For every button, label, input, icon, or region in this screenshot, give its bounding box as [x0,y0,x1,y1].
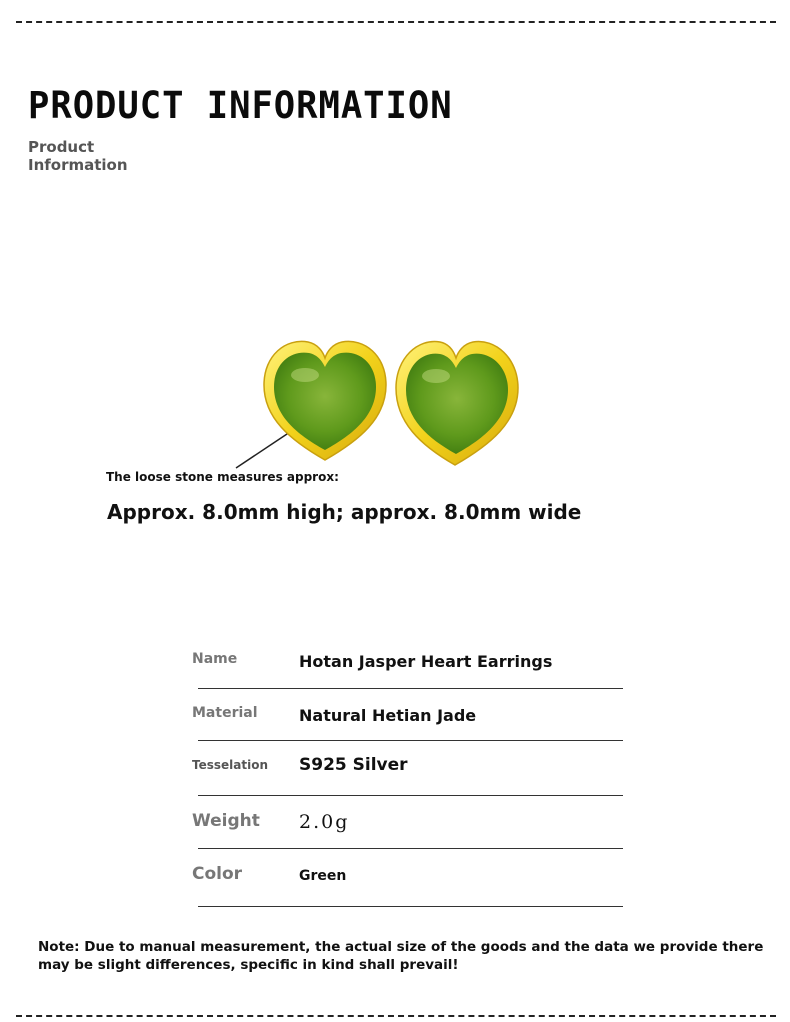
spec-value: Green [299,868,347,884]
spec-label: Weight [192,811,260,831]
spec-value: Hotan Jasper Heart Earrings [299,652,553,671]
spec-label: Color [192,864,243,884]
spec-label: Tesselation [192,758,269,772]
top-dashed-divider [16,21,776,23]
bottom-dashed-divider [16,1015,776,1017]
page-subtitle: Product Information [28,138,128,174]
spec-divider [198,906,623,907]
heart-earrings-image [250,330,530,470]
spec-divider [198,740,623,741]
right-heart-earring [396,341,518,465]
measurement-note: Note: Due to manual measurement, the actual size of the goods and the data we provide there may be slight differences, specific in kind shall prevail! [38,939,764,973]
page-title: PRODUCT INFORMATION [28,84,453,127]
spec-divider [198,848,623,849]
spec-label: Name [192,651,238,667]
spec-value: Natural Hetian Jade [299,706,477,725]
stone-size-value: Approx. 8.0mm high; approx. 8.0mm wide [107,500,582,524]
spec-value: S925 Silver [299,755,408,775]
spec-divider [198,688,623,689]
spec-divider [198,795,623,796]
stone-size-caption: The loose stone measures approx: [106,470,339,484]
left-heart-earring [264,341,386,460]
spec-label: Material [192,705,258,721]
spec-value: 2.0g [299,811,350,833]
